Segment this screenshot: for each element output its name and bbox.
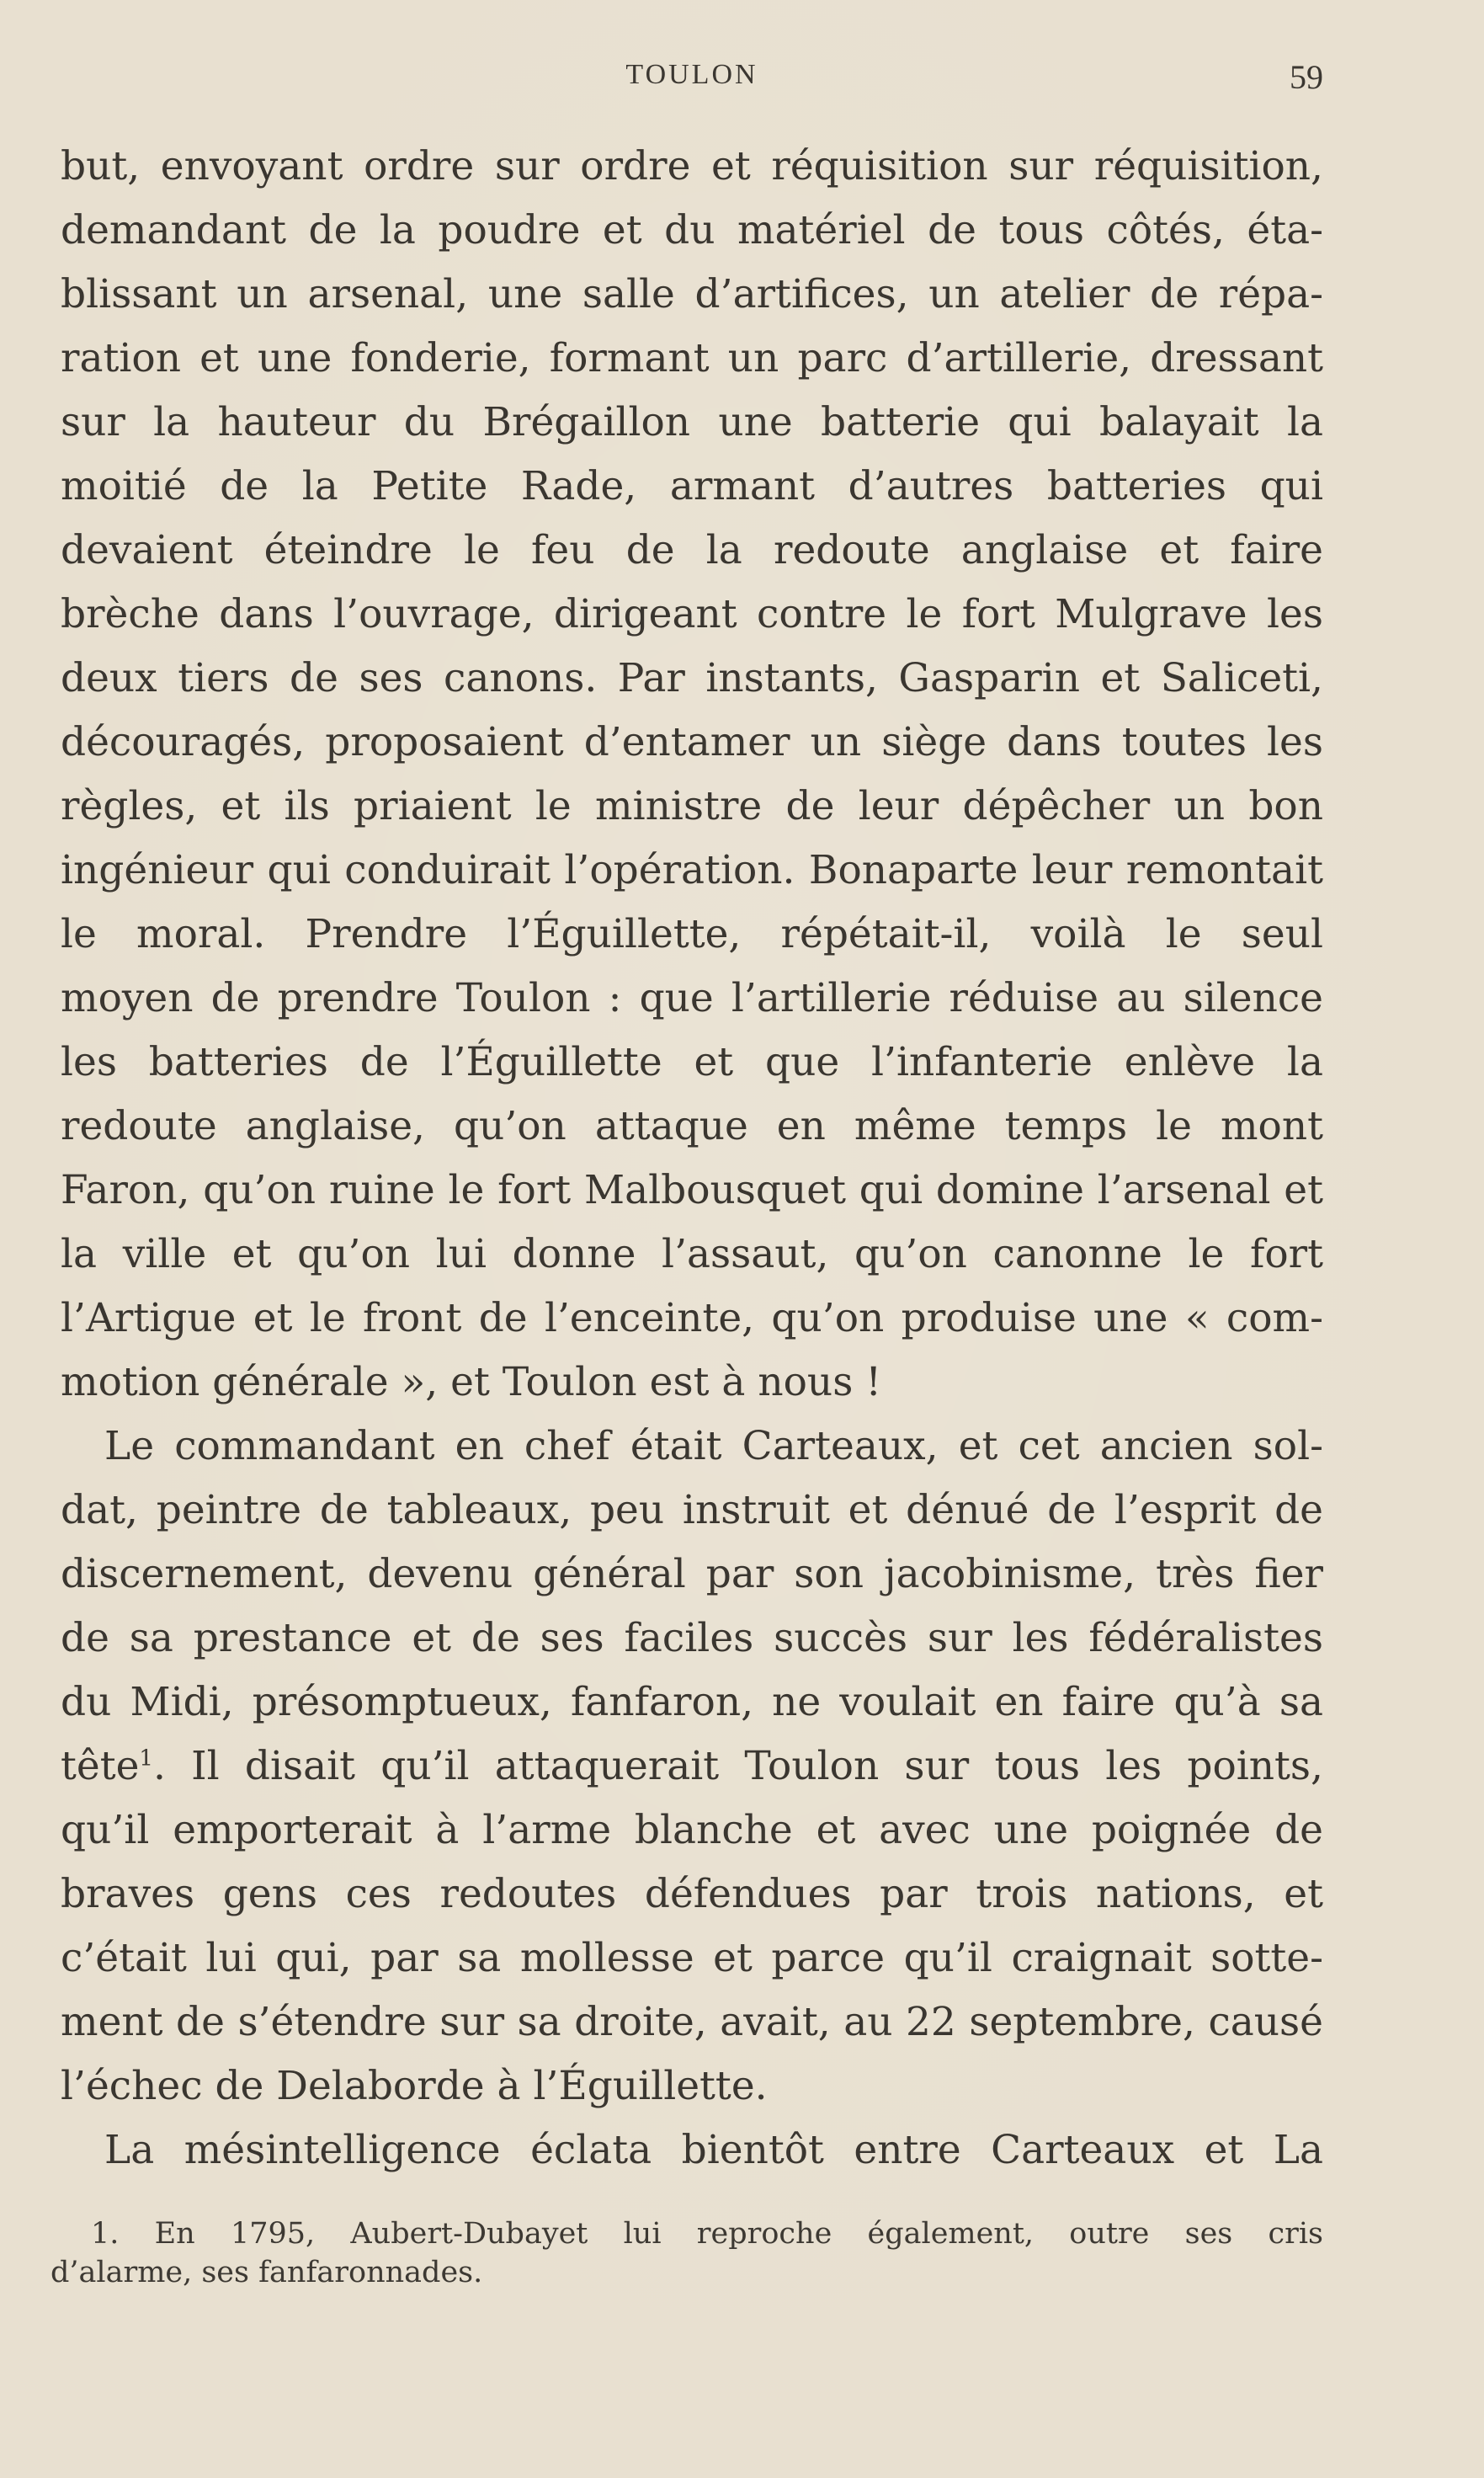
- text-line: motion générale », et Toulon est à nous !: [61, 1359, 882, 1405]
- text-line: du Midi, présomptueux, fanfaron, ne voulait en faire qu’à sa: [61, 1679, 1323, 1725]
- body-text: [61, 135, 1323, 2182]
- text-segment: . Il disait qu’il attaquerait Toulon sur tous les points,: [152, 1743, 1323, 1789]
- text-line: moyen de prendre Toulon : que l’artillerie réduise au silence: [61, 975, 1323, 1021]
- text-line: découragés, proposaient d’entamer un siège dans toutes les: [61, 719, 1323, 765]
- text-line: deux tiers de ses canons. Par instants, Gasparin et Saliceti,: [61, 655, 1323, 701]
- text-line: c’était lui qui, par sa mollesse et parce qu’il craignait sotte-: [61, 1935, 1323, 1981]
- text-line: l’Artigue et le front de l’enceinte, qu’on produise une « com-: [61, 1295, 1323, 1341]
- text-line: moitié de la Petite Rade, armant d’autres batteries qui: [61, 463, 1323, 509]
- text-line: la ville et qu’on lui donne l’assaut, qu’on canonne le fort: [61, 1231, 1323, 1277]
- text-line: brèche dans l’ouvrage, dirigeant contre le fort Mulgrave les: [61, 591, 1323, 637]
- text-line: demandant de la poudre et du matériel de tous côtés, éta-: [61, 207, 1323, 253]
- page-number: 59: [1290, 58, 1323, 96]
- text-line-with-footnote: [61, 1735, 1323, 1799]
- text-line: Faron, qu’on ruine le fort Malbousquet qui domine l’arsenal et: [61, 1167, 1323, 1213]
- text-line: La mésintelligence éclata bientôt entre Carteaux et La: [104, 2127, 1323, 2173]
- text-line: sur la hauteur du Brégaillon une batterie qui balayait la: [61, 399, 1323, 445]
- footnote-line: d’alarme, ses fanfaronnades.: [51, 2256, 483, 2289]
- text-line: blissant un arsenal, une salle d’artifices, un atelier de répa-: [61, 271, 1323, 317]
- text-line: dat, peintre de tableaux, peu instruit et dénué de l’esprit de: [61, 1487, 1323, 1533]
- text-line: braves gens ces redoutes défendues par trois nations, et: [61, 1871, 1323, 1917]
- text-line: Le commandant en chef était Carteaux, et cet ancien sol-: [104, 1423, 1323, 1469]
- text-line: but, envoyant ordre sur ordre et réquisition sur réquisition,: [61, 143, 1323, 189]
- text-line: ration et une fonderie, formant un parc d’artillerie, dressant: [61, 335, 1323, 381]
- text-line: ingénieur qui conduirait l’opération. Bonaparte leur remontait: [61, 847, 1323, 893]
- text-line: l’échec de Delaborde à l’Éguillette.: [61, 2063, 768, 2109]
- text-line: de sa prestance et de ses faciles succès sur les fédéralistes: [61, 1615, 1323, 1661]
- text-segment: tête: [61, 1743, 140, 1789]
- text-line: les batteries de l’Éguillette et que l’infanterie enlève la: [61, 1039, 1323, 1085]
- text-line: règles, et ils priaient le ministre de leur dépêcher un bon: [61, 783, 1323, 829]
- footnote-reference: 1: [139, 1745, 153, 1772]
- running-title: TOULON: [625, 59, 758, 90]
- running-head: [61, 59, 1323, 101]
- text-line: le moral. Prendre l’Éguillette, répétait-il, voilà le seul: [61, 911, 1323, 957]
- footnote-line: 1. En 1795, Aubert-Dubayet lui reproche également, outre ses cris: [91, 2217, 1323, 2251]
- text-line: devaient éteindre le feu de la redoute anglaise et faire: [61, 527, 1323, 573]
- text-line: discernement, devenu général par son jacobinisme, très fier: [61, 1551, 1323, 1597]
- text-line: qu’il emporterait à l’arme blanche et avec une poignée de: [61, 1807, 1323, 1853]
- text-line: redoute anglaise, qu’on attaque en même temps le mont: [61, 1103, 1323, 1149]
- text-line: ment de s’étendre sur sa droite, avait, au 22 septembre, causé: [61, 1999, 1323, 2045]
- footnotes: [51, 2214, 1323, 2292]
